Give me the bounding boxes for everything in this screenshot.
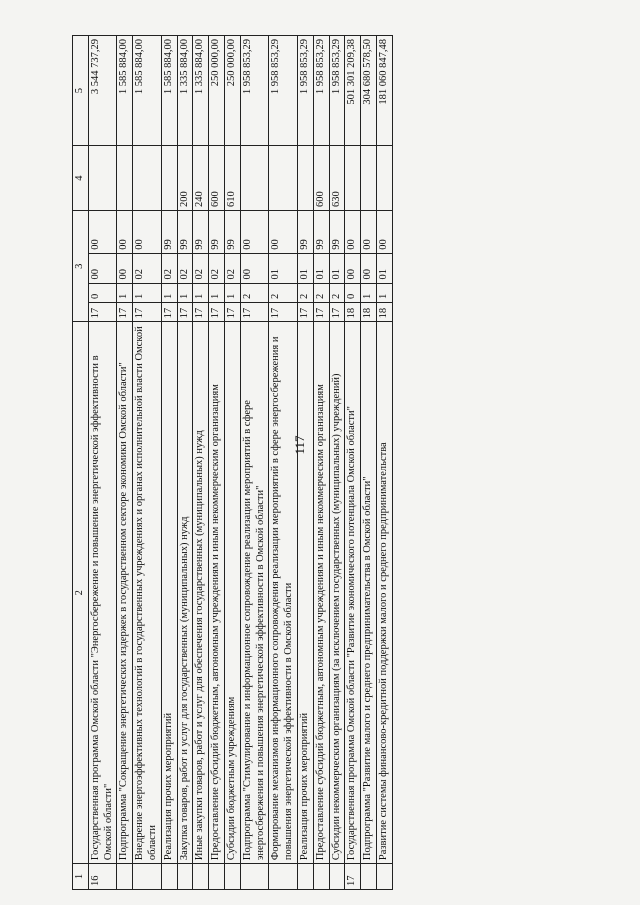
target-code-part-1: 17	[329, 302, 345, 321]
table-row	[224, 36, 240, 890]
expense-type-cell: 600	[209, 146, 225, 211]
row-name-cell: Закупка товаров, работ и услуг для государственных (муниципальных) нужд	[177, 322, 193, 864]
target-code-part-1: 18	[376, 302, 392, 321]
table-row	[361, 36, 377, 890]
expense-type-cell	[269, 146, 298, 211]
amount-cell: 250 000,00	[209, 36, 225, 146]
target-code-part-4: 99	[297, 211, 313, 254]
header-col-3: 3	[73, 211, 89, 322]
row-number-cell: 17	[345, 864, 361, 890]
target-code-part-4: 00	[269, 211, 298, 254]
target-code-part-4: 99	[329, 211, 345, 254]
target-code-part-4: 99	[209, 211, 225, 254]
row-number-cell	[177, 864, 193, 890]
row-number-cell	[240, 864, 269, 890]
target-code-part-3: 02	[161, 253, 177, 283]
table-body	[88, 36, 392, 890]
target-code-part-1: 18	[345, 302, 361, 321]
target-code-part-2: 2	[269, 283, 298, 302]
expense-type-cell	[345, 146, 361, 211]
expense-type-cell	[376, 146, 392, 211]
table-row	[88, 36, 117, 890]
amount-cell: 1 585 884,00	[117, 36, 133, 146]
target-code-part-2: 0	[88, 283, 117, 302]
row-number-cell	[297, 864, 313, 890]
amount-cell: 1 958 853,29	[269, 36, 298, 146]
target-code-part-2: 0	[345, 283, 361, 302]
target-code-part-3: 00	[88, 253, 117, 283]
table-row	[329, 36, 345, 890]
target-code-part-3: 00	[117, 253, 133, 283]
target-code-part-1: 17	[224, 302, 240, 321]
row-name-cell: Подпрограмма "Сокращение энергетических издержек в государственном секторе экономики Омской области"	[117, 322, 133, 864]
target-code-part-3: 01	[269, 253, 298, 283]
target-code-part-4: 00	[117, 211, 133, 254]
target-code-part-4: 99	[193, 211, 209, 254]
row-name-cell: Государственная программа Омской области "Развитие экономического потенциала Омской области"	[345, 322, 361, 864]
target-code-part-4: 99	[224, 211, 240, 254]
target-code-part-4: 00	[361, 211, 377, 254]
expense-type-cell	[240, 146, 269, 211]
row-name-cell: Иные закупки товаров, работ и услуг для обеспечения государственных (муниципальных) нужд	[193, 322, 209, 864]
target-code-part-1: 17	[313, 302, 329, 321]
expense-type-cell	[88, 146, 117, 211]
expense-type-cell: 200	[177, 146, 193, 211]
target-code-part-1: 17	[117, 302, 133, 321]
row-number-cell	[329, 864, 345, 890]
expense-type-cell: 600	[313, 146, 329, 211]
row-number-cell	[193, 864, 209, 890]
target-code-part-2: 1	[177, 283, 193, 302]
amount-cell: 1 585 884,00	[161, 36, 177, 146]
target-code-part-3: 01	[376, 253, 392, 283]
target-code-part-1: 18	[361, 302, 377, 321]
row-name-cell: Развитие системы финансово-кредитной поддержки малого и среднего предпринимательства	[376, 322, 392, 864]
row-name-cell: Государственная программа Омской области "Энергосбережение и повышение энергетической эффективности в Омской области"	[88, 322, 117, 864]
target-code-part-3: 02	[209, 253, 225, 283]
row-number-cell	[209, 864, 225, 890]
target-code-part-1: 17	[269, 302, 298, 321]
target-code-part-3: 02	[224, 253, 240, 283]
row-name-cell: Субсидии бюджетным учреждениям	[224, 322, 240, 864]
target-code-part-1: 17	[297, 302, 313, 321]
target-code-part-2: 1	[209, 283, 225, 302]
expense-type-cell	[133, 146, 162, 211]
table-header-row	[73, 36, 89, 890]
table-row	[297, 36, 313, 890]
target-code-part-4: 00	[133, 211, 162, 254]
target-code-part-3: 01	[297, 253, 313, 283]
header-col-2: 2	[73, 322, 89, 864]
amount-cell: 1 585 884,00	[133, 36, 162, 146]
row-number-cell	[117, 864, 133, 890]
target-code-part-2: 2	[329, 283, 345, 302]
row-number-cell	[313, 864, 329, 890]
target-code-part-4: 00	[88, 211, 117, 254]
target-code-part-4: 99	[177, 211, 193, 254]
row-name-cell: Внедрение энергоэффективных технологий в государственных учреждениях и органах исполнительной власти Омской области	[133, 322, 162, 864]
amount-cell: 250 000,00	[224, 36, 240, 146]
row-number-cell	[361, 864, 377, 890]
row-name-cell: Подпрограмма "Развитие малого и среднего предпринимательства в Омской области"	[361, 322, 377, 864]
budget-table	[72, 35, 393, 890]
row-number-cell	[376, 864, 392, 890]
amount-cell: 1 335 884,00	[177, 36, 193, 146]
target-code-part-3: 00	[240, 253, 269, 283]
row-name-cell: Предоставление субсидий бюджетным, автономным учреждениям и иным некоммерческим организациям	[209, 322, 225, 864]
amount-cell: 1 958 853,29	[313, 36, 329, 146]
target-code-part-4: 99	[161, 211, 177, 254]
target-code-part-1: 17	[88, 302, 117, 321]
expense-type-cell	[117, 146, 133, 211]
table-row	[177, 36, 193, 890]
target-code-part-3: 01	[313, 253, 329, 283]
target-code-part-3: 00	[345, 253, 361, 283]
target-code-part-2: 2	[240, 283, 269, 302]
table-row	[313, 36, 329, 890]
target-code-part-4: 99	[313, 211, 329, 254]
target-code-part-3: 01	[329, 253, 345, 283]
target-code-part-4: 00	[345, 211, 361, 254]
row-name-cell: Предоставление субсидий бюджетным, автономным учреждениям и иным некоммерческим организациям	[313, 322, 329, 864]
header-col-5: 5	[73, 36, 89, 146]
row-number-cell	[133, 864, 162, 890]
amount-cell: 181 060 847,48	[376, 36, 392, 146]
header-col-1: 1	[73, 864, 89, 890]
expense-type-cell	[361, 146, 377, 211]
target-code-part-2: 2	[297, 283, 313, 302]
target-code-part-2: 1	[161, 283, 177, 302]
row-name-cell: Реализация прочих мероприятий	[161, 322, 177, 864]
target-code-part-1: 17	[209, 302, 225, 321]
target-code-part-2: 1	[376, 283, 392, 302]
table-row	[376, 36, 392, 890]
expense-type-cell: 240	[193, 146, 209, 211]
row-number-cell: 16	[88, 864, 117, 890]
expense-type-cell: 630	[329, 146, 345, 211]
budget-table-container	[72, 35, 632, 890]
table-row	[240, 36, 269, 890]
row-number-cell	[161, 864, 177, 890]
table-row	[269, 36, 298, 890]
table-row	[133, 36, 162, 890]
row-name-cell: Реализация прочих мероприятий	[297, 322, 313, 864]
amount-cell: 304 680 578,50	[361, 36, 377, 146]
expense-type-cell	[161, 146, 177, 211]
amount-cell: 1 958 853,29	[297, 36, 313, 146]
target-code-part-2: 1	[224, 283, 240, 302]
row-name-cell: Субсидии некоммерческим организациям (за исключением государственных (муниципальных) учреждений)	[329, 322, 345, 864]
target-code-part-3: 02	[177, 253, 193, 283]
table-row	[193, 36, 209, 890]
target-code-part-1: 17	[193, 302, 209, 321]
table-row	[161, 36, 177, 890]
target-code-part-1: 17	[161, 302, 177, 321]
page-number: 117	[292, 435, 307, 455]
target-code-part-1: 17	[133, 302, 162, 321]
target-code-part-2: 1	[117, 283, 133, 302]
row-number-cell	[269, 864, 298, 890]
amount-cell: 1 958 853,29	[240, 36, 269, 146]
target-code-part-2: 1	[361, 283, 377, 302]
target-code-part-3: 02	[193, 253, 209, 283]
amount-cell: 3 544 737,29	[88, 36, 117, 146]
target-code-part-1: 17	[240, 302, 269, 321]
expense-type-cell: 610	[224, 146, 240, 211]
expense-type-cell	[297, 146, 313, 211]
table-row	[345, 36, 361, 890]
table-row	[117, 36, 133, 890]
target-code-part-1: 17	[177, 302, 193, 321]
target-code-part-3: 02	[133, 253, 162, 283]
amount-cell: 1 958 853,29	[329, 36, 345, 146]
row-name-cell: Формирование механизмов информационного сопровождения реализации мероприятий в сфере энергосбережения и повышения энергетической эффективности в Омской области	[269, 322, 298, 864]
target-code-part-4: 00	[376, 211, 392, 254]
target-code-part-2: 1	[193, 283, 209, 302]
target-code-part-3: 00	[361, 253, 377, 283]
row-name-cell: Подпрограмма "Стимулирование и информационное сопровождение реализации мероприятий в сфере энергосбережения и повышения энергетической эффективности в Омской области"	[240, 322, 269, 864]
amount-cell: 1 335 884,00	[193, 36, 209, 146]
target-code-part-4: 00	[240, 211, 269, 254]
header-col-4: 4	[73, 146, 89, 211]
target-code-part-2: 1	[133, 283, 162, 302]
amount-cell: 501 301 209,38	[345, 36, 361, 146]
target-code-part-2: 2	[313, 283, 329, 302]
table-row	[209, 36, 225, 890]
row-number-cell	[224, 864, 240, 890]
